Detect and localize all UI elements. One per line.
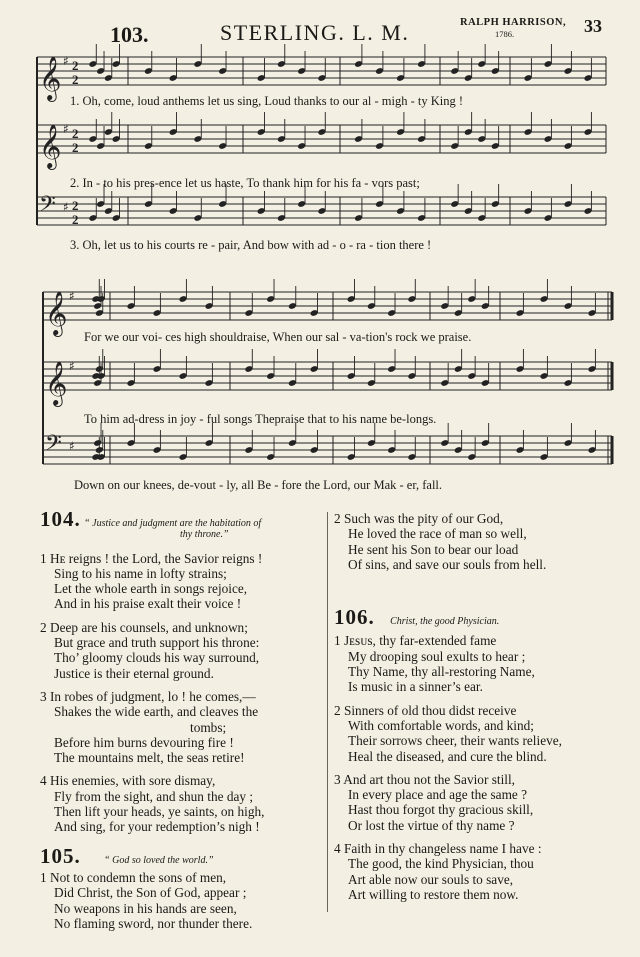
time-signature: 2 [72, 126, 79, 141]
lyric-line: To him ad-dress in joy - ful songs Thepraise that to his name be-longs. [84, 412, 437, 426]
time-signature: 2 [72, 140, 79, 155]
verse-line: Sing to his name in lofty strains; [54, 565, 227, 581]
composer-year: 1786. [495, 29, 515, 39]
verse-line: 3 And art thou not the Savior still, [334, 771, 515, 787]
lyric-line: For we our voi- ces high shouldraise, When our sal - va-tion's rock we praise. [84, 330, 472, 344]
lyric-line: 2. In - to his pres-ence let us haste, To thank him for his fa - vors past; [70, 176, 420, 190]
verse-line: Then lift your heads, ye saints, on high, [54, 804, 265, 820]
verse-line: He loved the race of man so well, [348, 526, 527, 542]
treble-clef-icon: 𝄞 [45, 291, 68, 335]
hymn-number: 106. [334, 605, 375, 630]
verse-line: Hast thou forgot thy gracious skill, [348, 802, 534, 818]
verse-line: Did Christ, the Son of God, appear ; [54, 885, 247, 901]
verse-line: Heal the diseased, and cure the blind. [348, 748, 547, 764]
hymn-title: “ God so loved the world.” [104, 854, 214, 866]
verse-line: And in his praise exalt their voice ! [54, 596, 242, 612]
lyric-line: 3. Oh, let us to his courts re - pair, And bow with ad - o - ra - tion there ! [70, 238, 432, 252]
verse [334, 772, 634, 833]
verse-line: 4 Faith in thy changeless name I have : [334, 841, 542, 857]
composer: RALPH HARRISON, [460, 17, 567, 28]
hymn-105-continued [334, 511, 634, 572]
verse-line: Shakes the wide earth, and cleaves the [54, 704, 259, 720]
verse-line: He sent his Son to bear our load [348, 541, 519, 557]
time-signature: 2 [72, 58, 79, 73]
verse-line: But grace and truth support his throne: [54, 635, 260, 651]
verse-line: Or lost the virtue of thy name ? [348, 817, 515, 833]
hymn-number: 104. [40, 507, 81, 531]
hymn-105 [40, 843, 330, 931]
verse-line: tombs; [190, 719, 227, 735]
treble-clef-icon: 𝄞 [39, 124, 62, 168]
verse-line: Fly from the sight, and shun the day ; [54, 788, 254, 804]
time-signature: 2 [72, 72, 79, 87]
bass-clef-icon: 𝄢 [45, 431, 62, 461]
sharp-icon: ♯ [63, 54, 69, 68]
verse-line: And sing, for your redemption’s nigh ! [54, 819, 260, 835]
hymn-title: thy throne.” [180, 529, 229, 541]
verse-line: No weapons in his hands are seen, [54, 900, 237, 916]
lyric-line: 1. Oh, come, loud anthems let us sing, Loud thanks to our al - migh - ty King ! [70, 94, 464, 108]
verse [334, 841, 634, 902]
verse-line: 1 Not to condemn the sons of men, [40, 869, 227, 885]
verse-line: Before him burns devouring fire ! [54, 734, 234, 750]
time-signature: 2 [72, 198, 79, 213]
verse-line: 1 Hᴇ reigns ! the Lord, the Savior reigns ! [40, 550, 263, 566]
treble-clef-icon: 𝄞 [39, 56, 62, 100]
verse [40, 551, 330, 612]
treble-clef-icon: 𝄞 [45, 361, 68, 405]
hymn-number: 103. [110, 22, 149, 47]
verse-line: 2 Deep are his counsels, and unknown; [40, 619, 248, 635]
verse [40, 773, 330, 834]
hymn-106 [334, 605, 634, 902]
verse-line: The good, the kind Physician, thou [348, 856, 534, 872]
verse-line: No flaming sword, nor thunder there. [54, 915, 253, 931]
verse-line: 4 His enemies, with sore dismay, [40, 773, 216, 789]
verse-line: My drooping soul exults to hear ; [348, 648, 526, 664]
sharp-icon: ♯ [63, 122, 69, 136]
verse [40, 620, 330, 681]
verse [40, 870, 330, 931]
verse-line: Art able now our souls to save, [348, 871, 514, 887]
hymn-number: 105. [40, 843, 81, 868]
sharp-icon: ♯ [69, 439, 75, 453]
sharp-icon: ♯ [69, 289, 75, 303]
verse-line: 2 Such was the pity of our God, [334, 511, 504, 526]
verse-line: Thy Name, thy all-restoring Name, [348, 664, 535, 680]
verse-line: Their sorrows cheer, their wants relieve, [348, 733, 562, 749]
sharp-icon: ♯ [63, 200, 69, 214]
verse [40, 689, 330, 765]
verse-line: 2 Sinners of old thou didst receive [334, 702, 517, 718]
verse-line: Tho’ gloomy clouds his way surround, [54, 650, 260, 666]
verse-line: In every place and age the same ? [348, 787, 528, 803]
verse [334, 703, 634, 764]
tune-name: STERLING. L. M. [220, 20, 410, 45]
verse-line: With comfortable words, and kind; [348, 717, 534, 733]
hymn-title: “ Justice and judgment are the habitation of [84, 518, 262, 529]
time-signature: 2 [72, 212, 79, 227]
lyric-line: Down on our knees, de-vout - ly, all Be - fore the Lord, our Mak - er, fall. [74, 478, 443, 492]
verse-line: The mountains melt, the seas retire! [54, 750, 245, 766]
sharp-icon: ♯ [69, 359, 75, 373]
page-number: 33 [584, 16, 602, 36]
hymn-104 [40, 507, 330, 835]
verse-line: Of sins, and save our souls from hell. [348, 556, 547, 572]
verse [334, 633, 634, 694]
bass-clef-icon: 𝄢 [39, 192, 56, 222]
left-column [40, 507, 330, 931]
verse-line: Justice is their eternal ground. [54, 665, 214, 681]
right-column [334, 511, 634, 902]
verse-line: Art willing to restore them now. [348, 886, 519, 902]
verse-line: Let the whole earth in songs rejoice, [54, 581, 248, 597]
verse-line: 1 Jᴇѕᴜѕ, thy far-extended fame [334, 633, 497, 649]
hymn-title: Christ, the good Physician. [390, 616, 500, 628]
verse-line: Is music in a sinner’s ear. [348, 679, 483, 695]
verse-line: 3 In robes of judgment, lo ! he comes,— [40, 688, 256, 704]
